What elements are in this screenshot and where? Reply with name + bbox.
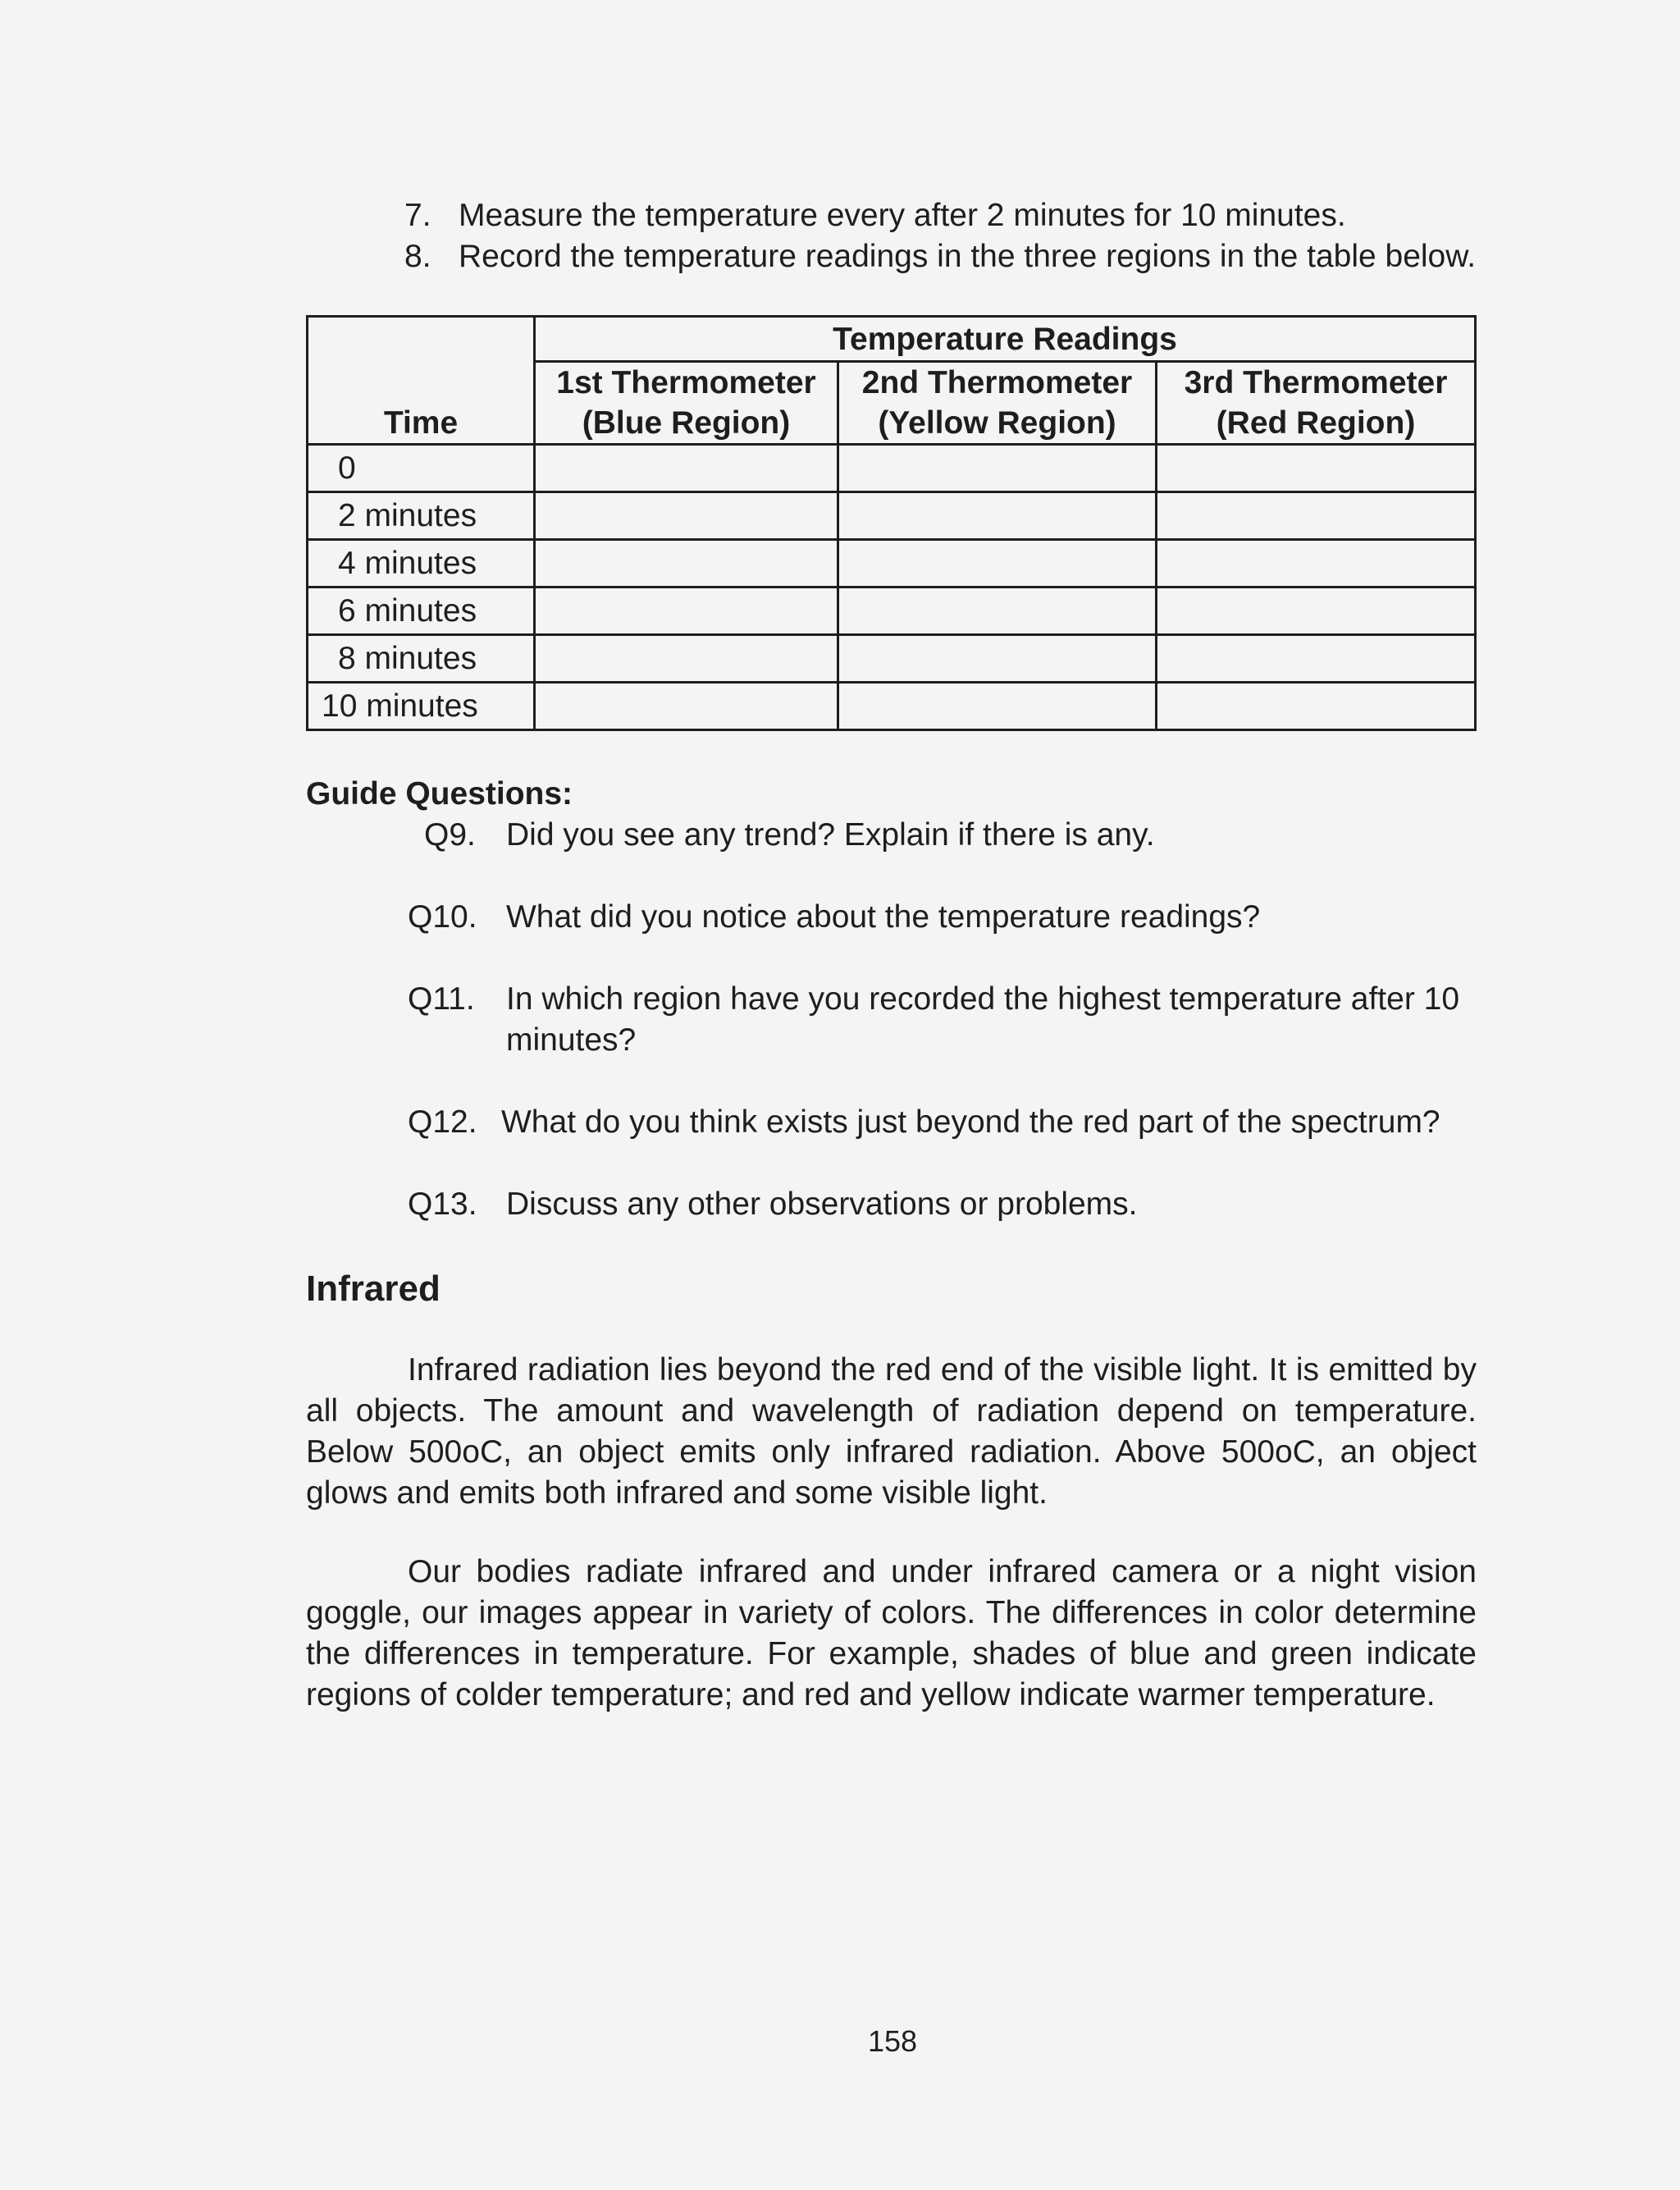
- reading-cell: [838, 445, 1157, 492]
- question-number: Q11.: [408, 981, 475, 1017]
- question-item: [306, 815, 1477, 856]
- column-header-line: 2nd Thermometer: [861, 365, 1133, 400]
- question-number: Q13.: [408, 1186, 477, 1222]
- reading-cell: [535, 683, 838, 730]
- question-text: Did you see any trend? Explain if there is any.: [506, 817, 1155, 853]
- table-row: [308, 445, 1476, 492]
- time-cell: 8 minutes: [308, 635, 535, 683]
- column-header-thermometer-2: [838, 362, 1157, 445]
- column-header-line: (Red Region): [1216, 405, 1416, 441]
- table-row: [308, 683, 1476, 730]
- question-number: Q9.: [424, 817, 476, 853]
- reading-cell: [1157, 445, 1476, 492]
- reading-cell: [535, 540, 838, 588]
- table-row: [308, 540, 1476, 588]
- procedure-steps: [306, 195, 1477, 277]
- question-item: [306, 1102, 1477, 1143]
- question-item: [306, 979, 1477, 1061]
- section-heading-infrared: Infrared: [306, 1269, 441, 1309]
- time-cell: 6 minutes: [308, 588, 535, 635]
- page-number: 158: [867, 2024, 918, 2058]
- temperature-table: [306, 315, 1477, 731]
- reading-cell: [535, 492, 838, 540]
- reading-cell: [1157, 492, 1476, 540]
- question-text: What do you think exists just beyond the red part of the spectrum?: [501, 1104, 1440, 1140]
- reading-cell: [535, 588, 838, 635]
- column-header-line: 3rd Thermometer: [1184, 365, 1448, 400]
- reading-cell: [1157, 683, 1476, 730]
- guide-questions-title: Guide Questions:: [306, 776, 573, 812]
- time-cell: 0: [308, 445, 535, 492]
- page-content: [306, 195, 1477, 1716]
- table-row: [308, 492, 1476, 540]
- reading-cell: [838, 635, 1157, 683]
- question-item: [306, 1184, 1477, 1225]
- time-cell: 2 minutes: [308, 492, 535, 540]
- reading-cell: [1157, 540, 1476, 588]
- reading-cell: [1157, 588, 1476, 635]
- question-number: Q12.: [408, 1104, 477, 1140]
- column-header-line: 1st Thermometer: [556, 365, 816, 400]
- step-number: 8.: [404, 239, 431, 274]
- column-header-thermometer-1: [535, 362, 838, 445]
- step-number: 7.: [404, 198, 431, 233]
- question-text: What did you notice about the temperature readings?: [506, 899, 1261, 935]
- step-text: Record the temperature readings in the three regions in the table below.: [459, 239, 1477, 274]
- guide-questions-list: [306, 815, 1477, 1225]
- time-cell: 4 minutes: [308, 540, 535, 588]
- step-text: Measure the temperature every after 2 minutes for 10 minutes.: [459, 198, 1346, 233]
- question-text: In which region have you recorded the highest temperature after 10 minutes?: [506, 981, 1460, 1058]
- body-paragraph: Our bodies radiate infrared and under infrared camera or a night vision goggle, our images appear in variety of colors. The differences in color determine the differences in temperature. For example, shades of blue and green indicate regions of colder temperature; and red and yellow indicate warmer temperature.: [306, 1554, 1477, 1712]
- table-row: [308, 588, 1476, 635]
- body-paragraph: Infrared radiation lies beyond the red end of the visible light. It is emitted by all objects. The amount and wavelength of radiation depend on temperature. Below 500oC, an object emits only infrared radiation. Above 500oC, an object glows and emits both infrared and some visible light.: [306, 1352, 1477, 1511]
- question-number: Q10.: [408, 899, 477, 935]
- reading-cell: [1157, 635, 1476, 683]
- reading-cell: [838, 492, 1157, 540]
- reading-cell: [838, 588, 1157, 635]
- column-header-line: (Yellow Region): [878, 405, 1116, 441]
- step-item: [404, 236, 1477, 277]
- time-cell: 10 minutes: [308, 683, 535, 730]
- reading-cell: [535, 635, 838, 683]
- reading-cell: [535, 445, 838, 492]
- time-column-header: Time: [308, 317, 535, 445]
- step-item: [404, 195, 1477, 236]
- column-header-line: (Blue Region): [582, 405, 791, 441]
- question-item: [306, 897, 1477, 938]
- reading-cell: [838, 683, 1157, 730]
- question-text: Discuss any other observations or problems.: [506, 1186, 1138, 1222]
- column-header-thermometer-3: [1157, 362, 1476, 445]
- table-row: [308, 635, 1476, 683]
- reading-cell: [838, 540, 1157, 588]
- temperature-readings-header: Temperature Readings: [535, 317, 1476, 362]
